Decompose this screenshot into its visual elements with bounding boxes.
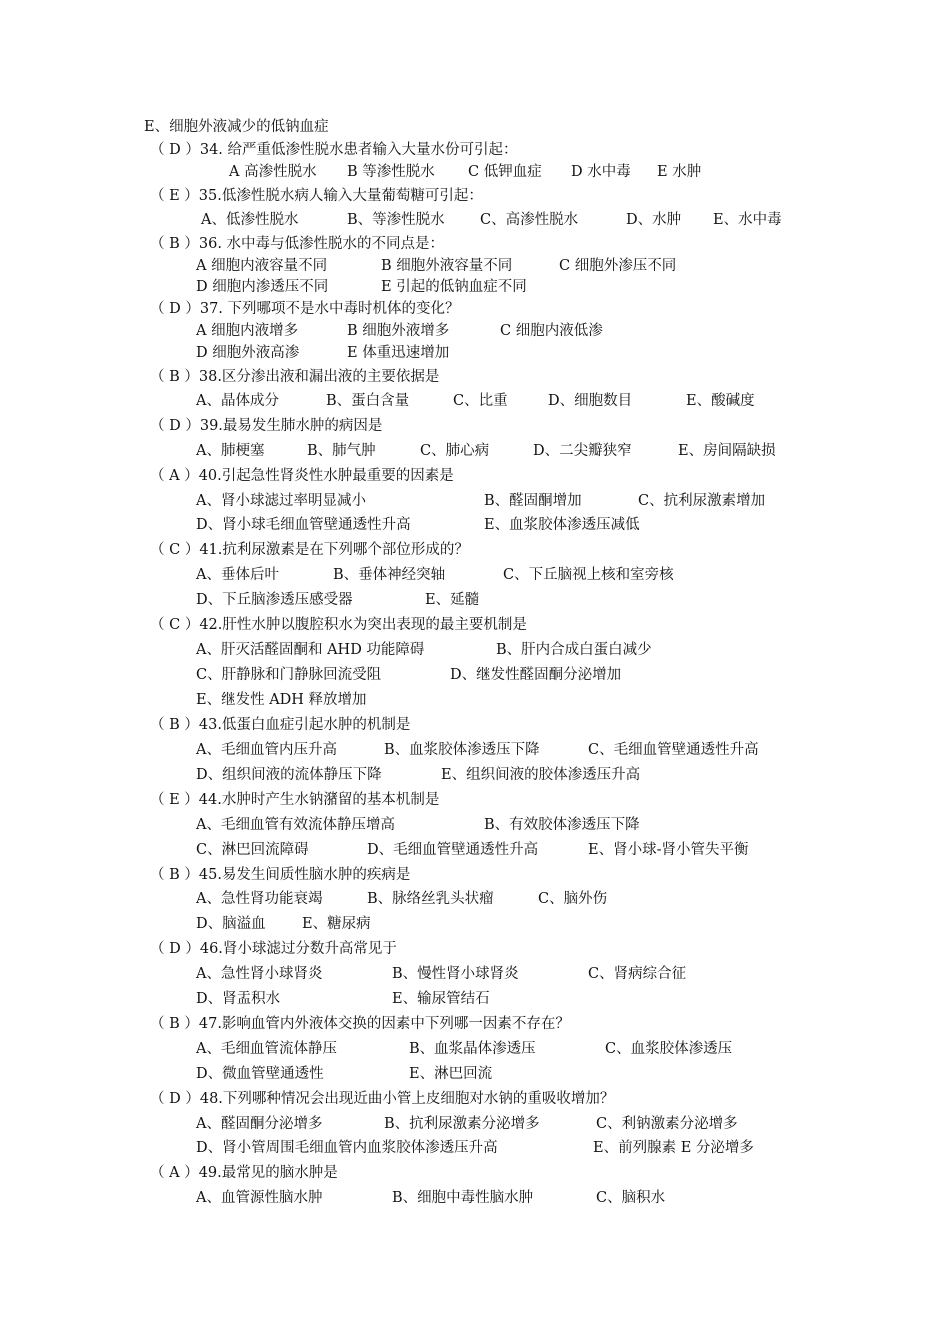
option-a: A、毛细血管有效流体静压增高 <box>196 817 395 833</box>
option-b: B、血浆晶体渗透压 <box>409 1041 536 1057</box>
option-e: E、组织间液的胶体渗透压升高 <box>441 767 641 783</box>
option-a: A、血管源性脑水肿 <box>196 1190 323 1206</box>
option-c: C、利钠激素分泌增多 <box>596 1116 738 1132</box>
options-42-row2 <box>0 664 950 686</box>
option-e: E、房间隔缺损 <box>678 443 776 459</box>
options-48 <box>0 1113 950 1135</box>
option-e: E、延髓 <box>425 592 480 608</box>
options-46 <box>0 963 950 985</box>
option-c: C、高渗性脱水 <box>480 212 579 228</box>
options-48-row2 <box>0 1137 950 1159</box>
option-b: B、有效胶体渗透压下降 <box>484 817 640 833</box>
option-e: E、淋巴回流 <box>409 1066 493 1082</box>
option-b: B、肝内合成白蛋白减少 <box>496 642 652 658</box>
option-c: C 细胞内液低渗 <box>500 323 603 339</box>
options-40-row2 <box>0 514 950 536</box>
option-c: C、肺心病 <box>420 443 490 459</box>
option-c: C 细胞外渗压不同 <box>559 258 677 274</box>
options-43 <box>0 739 950 761</box>
option-e: E、继发性 ADH 释放增加 <box>196 692 367 708</box>
option-d: D、肾小球毛细血管壁通透性升高 <box>196 517 411 533</box>
option-b: B、醛固酮增加 <box>484 493 582 509</box>
option-a: A、肝灭活醛固酮和 AHD 功能障碍 <box>196 642 425 658</box>
option-b: B、血浆胶体渗透压下降 <box>384 742 540 758</box>
option-b: B、垂体神经突轴 <box>333 567 446 583</box>
options-36-row2 <box>0 276 950 298</box>
options-46-row2 <box>0 988 950 1010</box>
option-c: C、血浆胶体渗透压 <box>605 1041 733 1057</box>
option-b: B、细胞中毒性脑水肿 <box>392 1190 534 1206</box>
option-e: E、前列腺素 E 分泌增多 <box>593 1140 754 1156</box>
option-d: D、下丘脑渗透压感受器 <box>196 592 353 608</box>
options-39 <box>0 440 950 462</box>
question-text: （ B ）45.易发生间质性脑水肿的疾病是 <box>150 867 411 883</box>
option-d: D、组织间液的流体静压下降 <box>196 767 382 783</box>
option-d: D 细胞内渗透压不同 <box>196 279 329 295</box>
option-c: C、脑积水 <box>596 1190 666 1206</box>
option-d: D 细胞外液高渗 <box>196 345 300 361</box>
option-d: D、脑溢血 <box>196 916 266 932</box>
options-35 <box>0 209 950 231</box>
option-a: A、肺梗塞 <box>196 443 265 459</box>
option-e: E、肾小球-肾小管失平衡 <box>588 842 749 858</box>
option-e: E、酸碱度 <box>686 393 755 409</box>
option-d: D、肾盂积水 <box>196 991 281 1007</box>
options-37 <box>0 320 950 342</box>
option-e: E、糖尿病 <box>302 916 371 932</box>
question-text: （ B ）38.区分渗出液和漏出液的主要依据是 <box>150 369 440 385</box>
option-d: D 水中毒 <box>571 164 631 180</box>
option-c: C、脑外伤 <box>538 891 608 907</box>
question-text: （ E ）44.水肿时产生水钠潴留的基本机制是 <box>150 792 440 808</box>
question-text: （ D ）39.最易发生肺水肿的病因是 <box>150 418 383 434</box>
option-a: A、低渗性脱水 <box>201 212 299 228</box>
options-42 <box>0 639 950 661</box>
option-c: C 低钾血症 <box>468 164 542 180</box>
option-b: B 细胞外液容量不同 <box>381 258 513 274</box>
option-a: A 细胞内液增多 <box>196 323 299 339</box>
option-a: A、醛固酮分泌增多 <box>196 1116 323 1132</box>
option-a: A、晶体成分 <box>196 393 279 409</box>
options-49 <box>0 1187 950 1209</box>
option-d: D、微血管壁通透性 <box>196 1066 324 1082</box>
question-text: （ E ）35.低渗性脱水病人输入大量葡萄糖可引起： <box>150 188 483 204</box>
options-41-row2 <box>0 589 950 611</box>
option-b: B、肺气肿 <box>307 443 376 459</box>
question-text: （ B ）36. 水中毒与低渗性脱水的不同点是： <box>150 236 445 252</box>
option-a: A、毛细血管内压升高 <box>196 742 337 758</box>
question-text: （ B ）43.低蛋白血症引起水肿的机制是 <box>150 717 411 733</box>
option-e: E 水肿 <box>657 164 702 180</box>
option-e: E 体重迅速增加 <box>347 345 450 361</box>
question-text: （ D ）37. 下列哪项不是水中毒时机体的变化？ <box>150 301 460 317</box>
option-c: C、比重 <box>453 393 508 409</box>
option-a: A、毛细血管流体静压 <box>196 1041 337 1057</box>
options-41 <box>0 564 950 586</box>
question-text: （ D ）34. 给严重低渗性脱水患者输入大量水份可引起： <box>150 142 518 158</box>
option-a: A 细胞内液容量不同 <box>196 258 328 274</box>
option-text: E、细胞外液减少的低钠血症 <box>144 119 329 135</box>
option-c: C、肾病综合征 <box>588 966 687 982</box>
options-45-row2 <box>0 913 950 935</box>
option-b: B、脉络丝乳头状瘤 <box>367 891 494 907</box>
option-c: C、毛细血管壁通透性升高 <box>588 742 759 758</box>
options-47-row2 <box>0 1063 950 1085</box>
options-47 <box>0 1038 950 1060</box>
options-44-row2 <box>0 839 950 861</box>
option-d: D、细胞数目 <box>548 393 633 409</box>
option-d: D、水肿 <box>626 212 682 228</box>
option-a: A、急性肾小球肾炎 <box>196 966 323 982</box>
options-42-row3 <box>0 689 950 711</box>
options-45 <box>0 888 950 910</box>
options-40 <box>0 490 950 512</box>
option-c: C、淋巴回流障碍 <box>196 842 309 858</box>
question-text: （ B ）47.影响血管内外液体交换的因素中下列哪一因素不存在？ <box>150 1016 570 1032</box>
option-e: E、输尿管结石 <box>392 991 490 1007</box>
option-b: B、蛋白含量 <box>326 393 410 409</box>
options-37-row2 <box>0 342 950 364</box>
option-e: E、水中毒 <box>713 212 782 228</box>
question-text: （ A ）49.最常见的脑水肿是 <box>150 1165 338 1181</box>
options-36 <box>0 255 950 277</box>
option-d: D、二尖瓣狭窄 <box>533 443 632 459</box>
options-43-row2 <box>0 764 950 786</box>
option-d: D、继发性醛固酮分泌增加 <box>450 667 622 683</box>
option-a: A、垂体后叶 <box>196 567 279 583</box>
option-d: D、毛细血管壁通透性升高 <box>367 842 539 858</box>
option-b: B、等渗性脱水 <box>347 212 445 228</box>
question-text: （ C ）42.肝性水肿以腹腔积水为突出表现的最主要机制是 <box>150 617 527 633</box>
options-44 <box>0 814 950 836</box>
option-e: E、血浆胶体渗透压减低 <box>484 517 640 533</box>
option-b: B 细胞外液增多 <box>347 323 450 339</box>
options-38 <box>0 390 950 412</box>
option-a: A、急性肾功能衰竭 <box>196 891 323 907</box>
option-c: C、下丘脑视上核和室旁核 <box>503 567 674 583</box>
option-c: C、肝静脉和门静脉回流受阻 <box>196 667 382 683</box>
option-b: B、慢性肾小球肾炎 <box>392 966 519 982</box>
question-text: （ C ）41.抗利尿激素是在下列哪个部位形成的？ <box>150 542 469 558</box>
option-d: D、肾小管周围毛细血管内血浆胶体渗透压升高 <box>196 1140 498 1156</box>
option-c: C、抗利尿激素增加 <box>638 493 766 509</box>
option-e: E 引起的低钠血症不同 <box>381 279 527 295</box>
option-a: A 高渗性脱水 <box>229 164 317 180</box>
option-b: B 等渗性脱水 <box>347 164 435 180</box>
question-text: （ A ）40.引起急性肾炎性水肿最重要的因素是 <box>150 468 454 484</box>
question-text: （ D ）48.下列哪种情况会出现近曲小管上皮细胞对水钠的重吸收增加？ <box>150 1091 615 1107</box>
option-a: A、肾小球滤过率明显减小 <box>196 493 366 509</box>
options-34 <box>0 161 950 183</box>
option-b: B、抗利尿激素分泌增多 <box>384 1116 540 1132</box>
question-text: （ D ）46.肾小球滤过分数升高常见于 <box>150 941 397 957</box>
